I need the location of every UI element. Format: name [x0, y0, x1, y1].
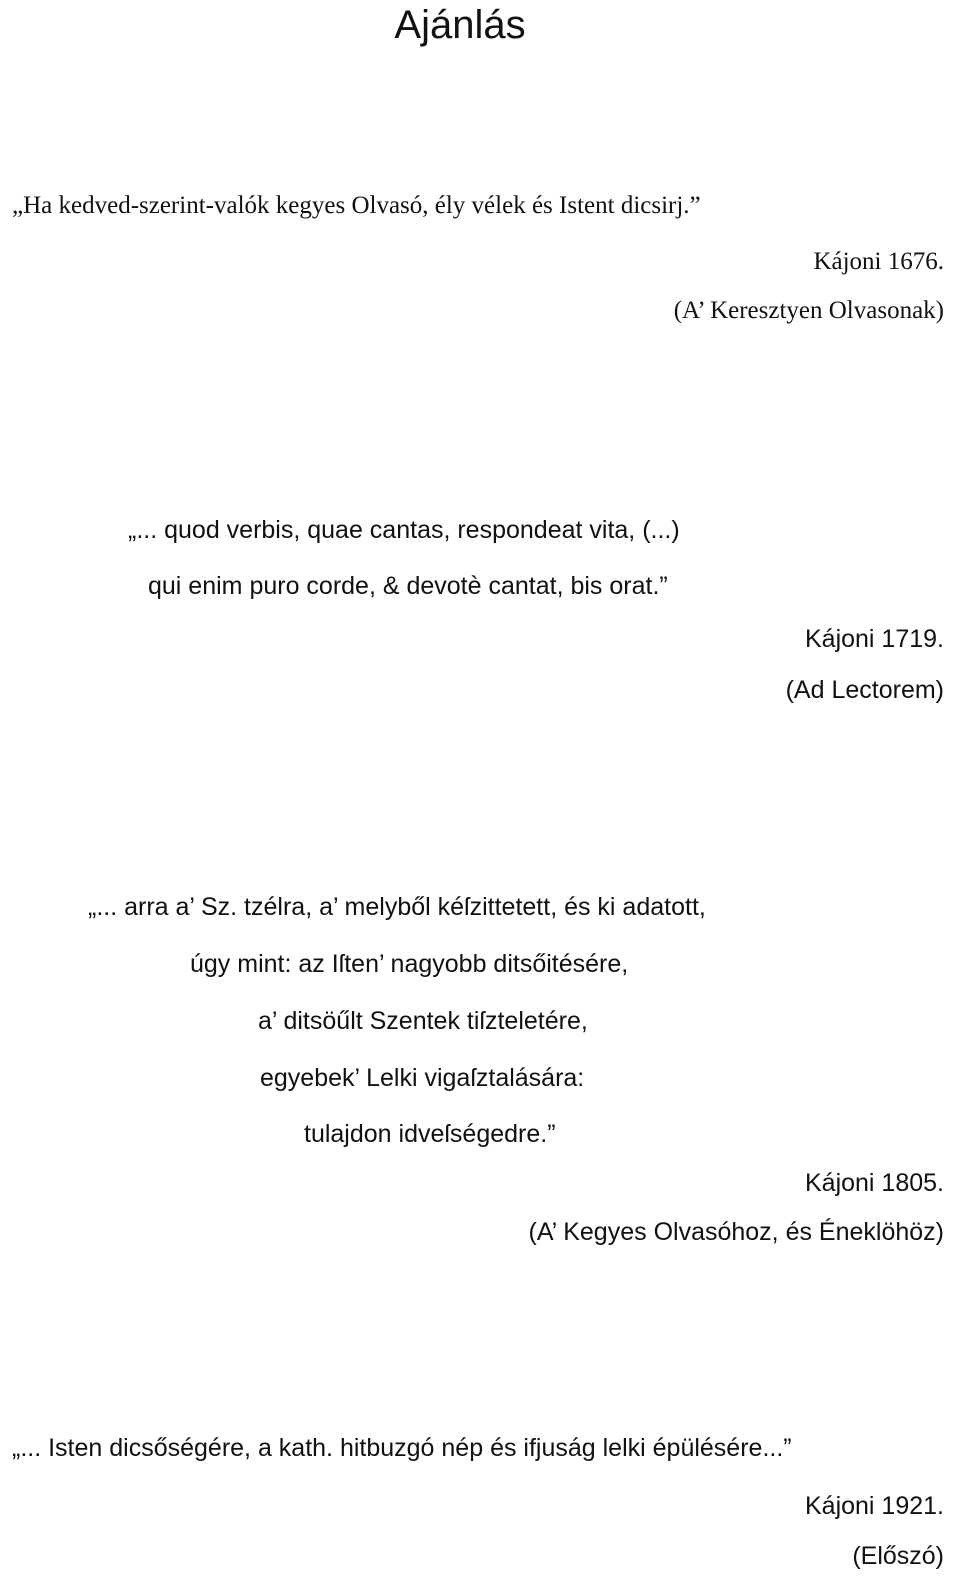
- quote-section: (Előszó): [852, 1542, 944, 1570]
- quote-line: úgy mint: az Iſten’ nagyobb ditsőitésére,: [190, 950, 629, 978]
- quote-line: egyebek’ Lelki vigaſztalására:: [260, 1064, 585, 1092]
- page-title: Ajánlás: [394, 3, 526, 47]
- quote-source: Kájoni 1676.: [813, 248, 944, 275]
- quote-line: tulajdon idveſségedre.”: [304, 1120, 556, 1148]
- quote-line: „Ha kedved-szerint-valók kegyes Olvasó, ély vélek és Istent dicsirj.”: [12, 192, 701, 219]
- quote-line: „... arra a’ Sz. tzélra, a’ melyből kéſzittetett, és ki adatott,: [88, 893, 706, 921]
- quote-section: (A’ Keresztyen Olvasonak): [673, 297, 944, 324]
- quote-source: Kájoni 1805.: [804, 1169, 944, 1197]
- quote-section: (A’ Kegyes Olvasóhoz, és Éneklöhöz): [528, 1218, 944, 1246]
- quote-line: qui enim puro corde, & devotè cantat, bis orat.”: [148, 572, 668, 600]
- quote-source: Kájoni 1719.: [804, 625, 944, 653]
- quote-source: Kájoni 1921.: [804, 1492, 944, 1520]
- quote-line: „... Isten dicsőségére, a kath. hitbuzgó nép és ifjuság lelki épülésére...”: [12, 1434, 792, 1462]
- quote-line: „... quod verbis, quae cantas, respondeat vita, (...): [128, 516, 680, 544]
- quote-line: a’ ditsöűlt Szentek tiſzteletére,: [258, 1007, 588, 1035]
- quote-section: (Ad Lectorem): [785, 676, 944, 704]
